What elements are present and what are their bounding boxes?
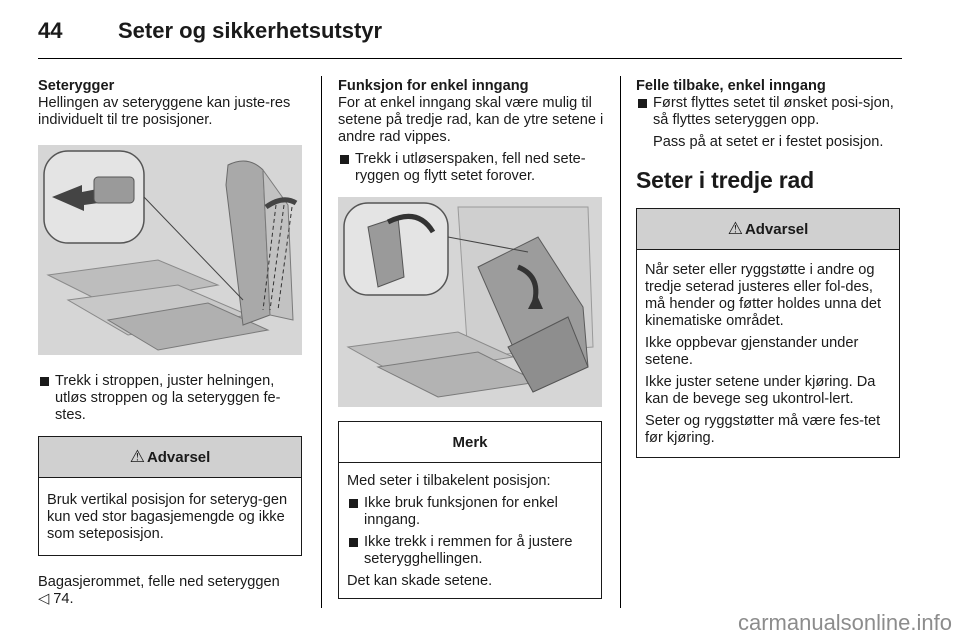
- warning-icon: ⚠: [129, 447, 145, 466]
- bullet-square-icon: [340, 155, 349, 164]
- page-header: [38, 14, 902, 60]
- column-2: [338, 78, 604, 599]
- intro-text: Hellingen av seteryggene kan juste-res individuelt til tre posisjoner.: [38, 95, 291, 128]
- warning-box: [38, 436, 302, 556]
- page-ref-number[interactable]: 74.: [53, 591, 74, 607]
- note-box: [338, 421, 602, 599]
- section-title-third-row: Seter i tredje rad: [636, 167, 814, 193]
- page-ref-icon: ◁: [38, 591, 50, 607]
- bullet-item: Trekk i stroppen, juster helningen, utløs stroppen og la seteryggen fe-stes.: [38, 373, 304, 424]
- bullet-item: Trekk i utløserspaken, fell ned sete-ryggen og flytt setet forover.: [338, 151, 604, 185]
- note-bullet-item: Ikke trekk i remmen for å justere seterygghellingen.: [347, 534, 593, 568]
- subheading-seatbacks: Seterygger: [38, 78, 115, 94]
- warning-icon: ⚠: [727, 219, 743, 238]
- easy-entry-illustration: [338, 197, 602, 407]
- header-rule: [38, 58, 902, 59]
- watermark: carmanualsonline.info: [737, 610, 952, 635]
- warning-header: ⚠ Advarsel: [39, 437, 301, 478]
- note-bullet-item: Ikke bruk funksjonen for enkel inngang.: [347, 495, 593, 529]
- column-1: [38, 78, 304, 608]
- warning-box: [636, 208, 900, 458]
- column-3: Felle tilbake, enkel inngang Først flyttes setet til ønsket posi-sjon, så flyttes seteryggen opp. Pass på at setet er i festet posisjon. Seter i tredje rad ⚠ Advarsel Når seter eller ryggstøtte i andre og tredje seterad justeres eller fol-des, må hender og føtter holdes unna det kinematiske området. Ikke oppbevar gjenstander under setene. Ikke juster setene under kjøring. Da kan de bevege seg ukontrol-lert. Seter og ryggstøtter må være fes-tet før kjøring.: [636, 78, 902, 458]
- column-divider: [620, 76, 621, 608]
- warning-body: Bruk vertikal posisjon for seteryg-gen kun ved stor bagasjemengde og ikke som seteposisjon.: [47, 492, 288, 542]
- note-header: Merk: [339, 422, 601, 463]
- subheading-fold-back: Felle tilbake, enkel inngang: [636, 78, 826, 94]
- cross-reference: Bagasjerommet, felle ned seteryggen ◁ 74.: [38, 574, 280, 607]
- bullet-square-icon: [349, 499, 358, 508]
- subheading-easy-entry: Funksjon for enkel inngang: [338, 78, 529, 94]
- column-divider: [321, 76, 322, 608]
- intro-text: For at enkel inngang skal være mulig til setene på tredje rad, kan de ytre setene i andre rad vippes.: [338, 95, 604, 145]
- bullet-item: Først flyttes setet til ønsket posi-sjon, så flyttes seteryggen opp.: [636, 95, 902, 129]
- seatback-illustration: [38, 145, 302, 355]
- page-title: Seter og sikkerhetsutstyr: [118, 18, 383, 43]
- note-body: Med seter i tilbakelent posisjon: Ikke bruk funksjonen for enkel inngang. Ikke trekk i remmen for å justere seterygghellingen. Det kan skade setene.: [339, 463, 601, 598]
- warning-header: ⚠ Advarsel: [637, 209, 899, 250]
- bullet-square-icon: [349, 538, 358, 547]
- bullet-square-icon: [40, 377, 49, 386]
- page-number: 44: [38, 18, 63, 43]
- bullet-square-icon: [638, 99, 647, 108]
- warning-body: Når seter eller ryggstøtte i andre og tredje seterad justeres eller fol-des, må hender og føtter holdes unna det kinematiske området. Ikke oppbevar gjenstander under setene. Ikke juster setene under kjøring. Da kan de bevege seg ukontrol-lert. Seter og ryggstøtter må være fes-tet før kjøring.: [645, 262, 882, 446]
